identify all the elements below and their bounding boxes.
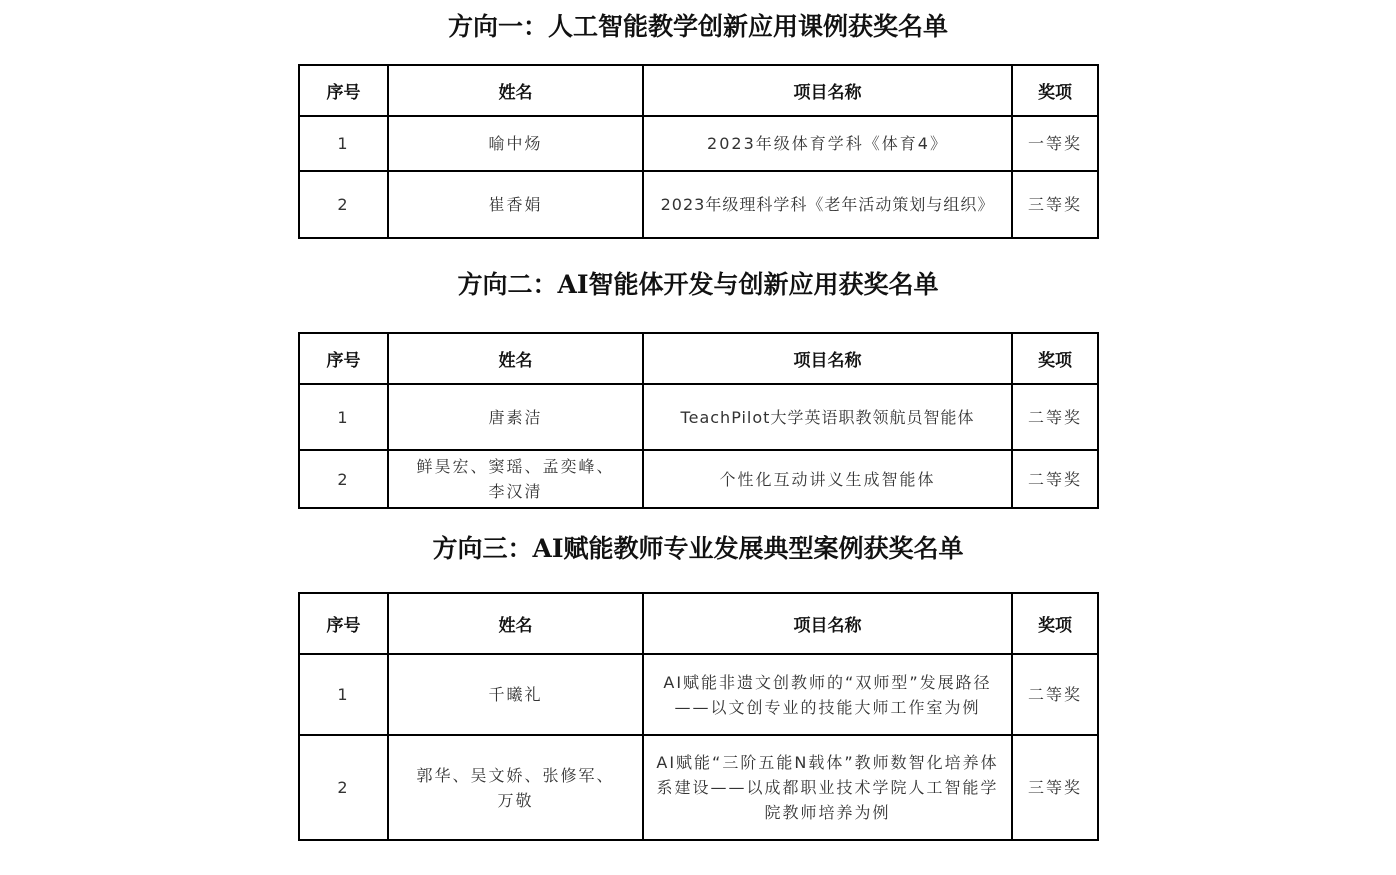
row-name: 千曦礼 [388,654,643,735]
header-project: 项目名称 [643,333,1012,384]
award-table-2 [298,332,1099,509]
header-award: 奖项 [1012,333,1098,384]
award-table-1 [298,64,1099,239]
header-seq: 序号 [299,65,388,116]
row-name: 喻中炀 [388,116,643,171]
row-project: 2023年级理科学科《老年活动策划与组织》 [643,171,1012,238]
row-award: 二等奖 [1012,450,1098,508]
row-name: 郭华、吴文娇、张修军、万敬 [388,735,643,840]
row-award: 二等奖 [1012,384,1098,450]
row-award: 三等奖 [1012,171,1098,238]
row-project: 个性化互动讲义生成智能体 [643,450,1012,508]
row-award: 一等奖 [1012,116,1098,171]
header-name: 姓名 [388,333,643,384]
header-project: 项目名称 [643,65,1012,116]
table-row [299,654,1098,735]
row-project: AI赋能非遗文创教师的“双师型”发展路径——以文创专业的技能大师工作室为例 [643,654,1012,735]
row-name: 崔香娟 [388,171,643,238]
row-project: TeachPilot大学英语职教领航员智能体 [643,384,1012,450]
table-row [299,171,1098,238]
row-award: 三等奖 [1012,735,1098,840]
row-award: 二等奖 [1012,654,1098,735]
header-seq: 序号 [299,333,388,384]
header-name: 姓名 [388,593,643,654]
table-header-row [299,333,1098,384]
section-3-title: 方向三：AI赋能教师专业发展典型案例获奖名单 [432,534,964,563]
header-name: 姓名 [388,65,643,116]
header-seq: 序号 [299,593,388,654]
table-header-row [299,593,1098,654]
header-award: 奖项 [1012,593,1098,654]
row-project: AI赋能“三阶五能N载体”教师数智化培养体系建设——以成都职业技术学院人工智能学院教师培养为例 [643,735,1012,840]
header-project: 项目名称 [643,593,1012,654]
row-seq: 1 [299,654,388,735]
row-seq: 1 [299,384,388,450]
row-seq: 2 [299,450,388,508]
table-row [299,735,1098,840]
row-seq: 1 [299,116,388,171]
section-1-title: 方向一：人工智能教学创新应用课例获奖名单 [447,12,948,41]
row-name: 鲜昊宏、窦瑶、孟奕峰、李汉清 [388,450,643,508]
award-table-3 [298,592,1099,841]
table-row [299,116,1098,171]
table-row [299,384,1098,450]
table-row [299,450,1098,508]
row-name: 唐素洁 [388,384,643,450]
row-project: 2023年级体育学科《体育4》 [643,116,1012,171]
table-header-row [299,65,1098,116]
header-award: 奖项 [1012,65,1098,116]
section-2-title: 方向二：AI智能体开发与创新应用获奖名单 [457,270,939,299]
row-seq: 2 [299,171,388,238]
row-seq: 2 [299,735,388,840]
